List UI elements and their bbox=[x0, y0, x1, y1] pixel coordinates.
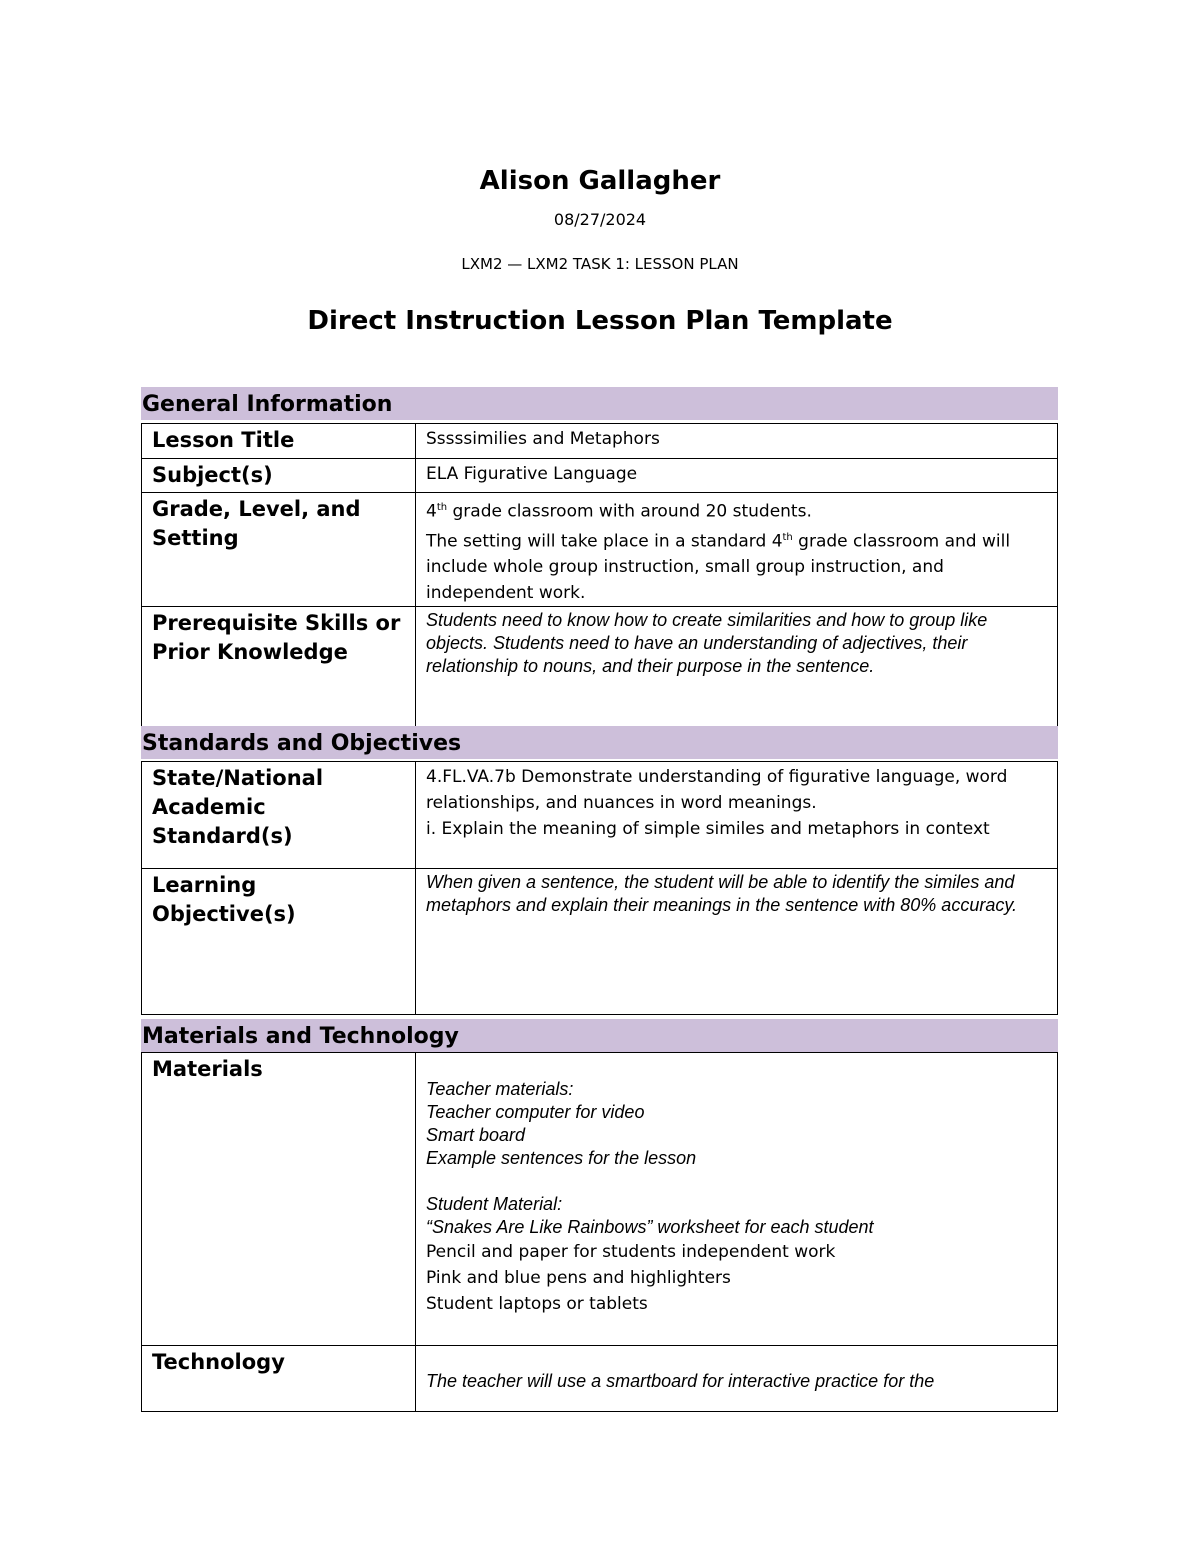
list-item: Teacher materials: bbox=[426, 1079, 574, 1099]
general-information-table bbox=[141, 423, 1058, 728]
table-row bbox=[142, 762, 1058, 869]
course-title: LXM2 — LXM2 TASK 1: LESSON PLAN bbox=[461, 255, 739, 273]
standard-label: State/National Academic Standard(s) bbox=[142, 762, 416, 869]
list-item: Example sentences for the lesson bbox=[426, 1148, 697, 1168]
grade-label: Grade, Level, and Setting bbox=[142, 493, 416, 607]
list-item: Pencil and paper for students independent work bbox=[426, 1242, 836, 1262]
subject-label: Subject(s) bbox=[142, 459, 416, 493]
table-row bbox=[142, 493, 1058, 607]
spacer bbox=[426, 1170, 1049, 1193]
standards-objectives-heading: Standards and Objectives bbox=[141, 726, 1058, 759]
grade-value bbox=[416, 493, 1058, 607]
materials-technology-heading: Materials and Technology bbox=[141, 1019, 1058, 1052]
table-row bbox=[142, 1346, 1058, 1412]
prerequisite-label: Prerequisite Skills or Prior Knowledge bbox=[142, 607, 416, 728]
materials-value bbox=[416, 1053, 1058, 1346]
subject-value: ELA Figurative Language bbox=[416, 459, 1058, 493]
author-name: Alison Gallagher bbox=[479, 166, 721, 196]
standards-objectives-table bbox=[141, 761, 1058, 1015]
grade-line-2: The setting will take place in a standard 4th grade classroom and will include whole group instruction, small group instruction, and independent work. bbox=[426, 531, 1011, 604]
document-date: 08/27/2024 bbox=[553, 210, 647, 229]
list-item: Pink and blue pens and highlighters bbox=[426, 1268, 731, 1288]
list-item: “Snakes Are Like Rainbows” worksheet for each student bbox=[426, 1217, 874, 1237]
materials-technology-table bbox=[141, 1052, 1058, 1412]
lesson-title-value: Sssssimilies and Metaphors bbox=[416, 424, 1058, 459]
list-item: Student laptops or tablets bbox=[426, 1294, 648, 1314]
objective-label: Learning Objective(s) bbox=[142, 869, 416, 1015]
list-item: Teacher computer for video bbox=[426, 1102, 645, 1122]
table-row bbox=[142, 459, 1058, 493]
general-information-heading: General Information bbox=[141, 387, 1058, 420]
standard-value bbox=[416, 762, 1058, 869]
technology-label: Technology bbox=[142, 1346, 416, 1412]
materials-label: Materials bbox=[142, 1053, 416, 1346]
technology-value: The teacher will use a smartboard for interactive practice for the bbox=[416, 1346, 1058, 1412]
grade-line-1: 4th grade classroom with around 20 students. bbox=[426, 501, 812, 522]
lesson-title-label: Lesson Title bbox=[142, 424, 416, 459]
table-row bbox=[142, 1053, 1058, 1346]
objective-value: When given a sentence, the student will be able to identify the similes and metaphors and explain their meanings in the sentence with 80% accuracy. bbox=[416, 869, 1058, 1015]
standard-line-1: 4.FL.VA.7b Demonstrate understanding of figurative language, word relationships, and nuances in word meanings. bbox=[426, 767, 1008, 813]
list-item: Student Material: bbox=[426, 1194, 563, 1214]
prerequisite-value: Students need to know how to create similarities and how to group like objects. Students need to have an understanding of adjectives, their relationship to nouns, and their purpose in the sentence. bbox=[416, 607, 1058, 728]
table-row bbox=[142, 424, 1058, 459]
document-title: Direct Instruction Lesson Plan Template bbox=[307, 306, 893, 336]
standard-line-2: i. Explain the meaning of simple similes and metaphors in context bbox=[426, 819, 990, 839]
table-row bbox=[142, 607, 1058, 728]
list-item: Smart board bbox=[426, 1125, 526, 1145]
table-row bbox=[142, 869, 1058, 1015]
